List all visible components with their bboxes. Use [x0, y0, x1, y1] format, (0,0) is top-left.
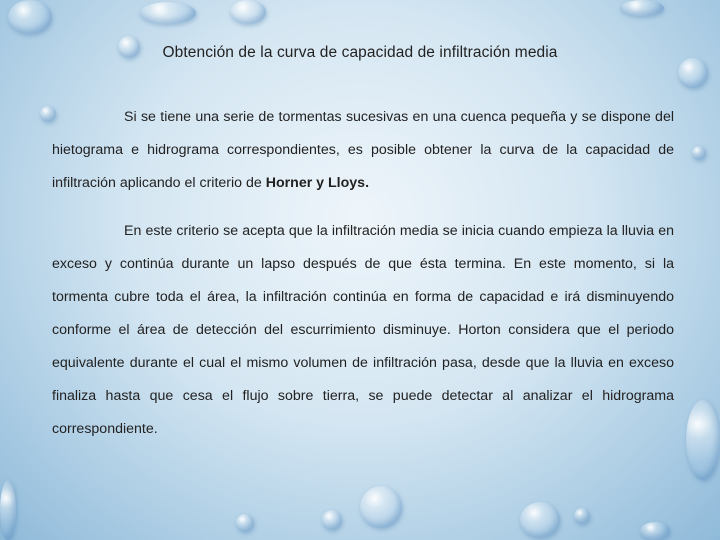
water-drop-decoration	[574, 508, 590, 524]
water-drop-decoration	[686, 400, 720, 480]
water-drop-decoration	[360, 486, 402, 528]
slide-title: Obtención de la curva de capacidad de infiltración media	[162, 44, 558, 61]
paragraph-2	[52, 215, 674, 446]
water-drop-decoration	[140, 2, 196, 24]
water-drop-decoration	[322, 510, 342, 530]
water-drop-decoration	[692, 146, 706, 160]
paragraph-1-end: .	[365, 175, 370, 191]
water-drop-decoration	[640, 522, 670, 540]
paragraph-1-bold: Horner y Lloys	[265, 175, 366, 191]
water-drop-decoration	[236, 514, 254, 532]
water-drop-decoration	[678, 58, 708, 88]
water-drop-decoration	[230, 0, 266, 24]
paragraph-1	[52, 101, 674, 200]
paragraph-1-text: Si se tiene una serie de tormentas sucesivas en una cuenca pequeña y se dispone del hietograma e hidrograma correspondientes, es posible obtener la curva de la capacidad de infiltración aplicando el criterio de	[52, 109, 674, 191]
water-drop-decoration	[620, 0, 664, 16]
paragraph-2-text: En este criterio se acepta que la infiltración media se inicia cuando empieza la lluvia en exceso y continúa durante un lapso después de que ésta termina. En este momento, si la tormenta cubre toda el área, la infiltración continúa en forma de capacidad e irá disminuyendo conforme el área de detección del escurrimiento disminuye. Horton considera que el periodo equivalente durante el cual el mismo volumen de infiltración pasa, desde que la lluvia en exceso finaliza hasta que cesa el flujo sobre tierra, se puede detectar al analizar el hidrograma correspondiente.	[52, 223, 674, 437]
water-drop-decoration	[520, 502, 560, 538]
water-drop-decoration	[0, 480, 16, 540]
water-drop-decoration	[8, 0, 52, 34]
